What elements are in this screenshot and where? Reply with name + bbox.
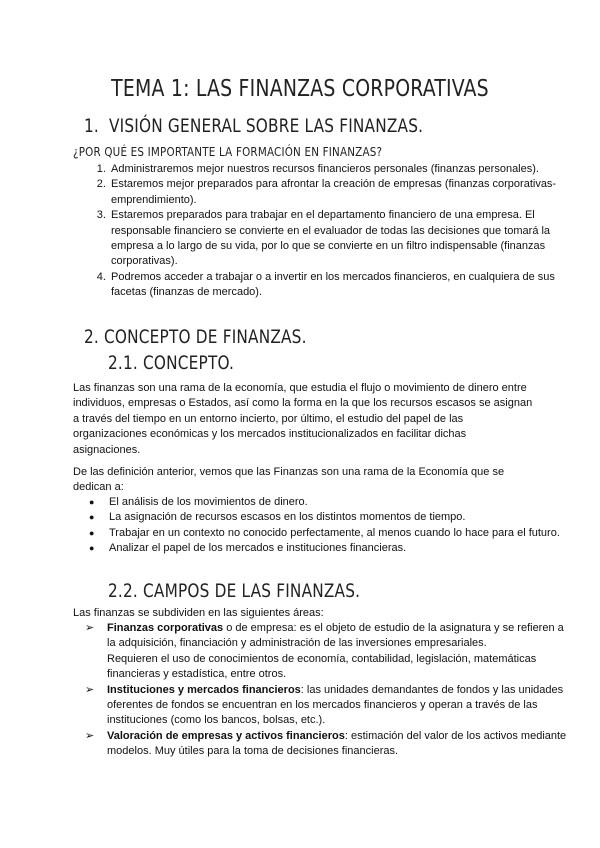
areas-intro: Las finanzas se subdividen en las siguientes áreas: (73, 607, 324, 619)
area-name: Valoración de empresas y activos financieros (107, 729, 345, 742)
list-item: 1. Administraremos mejor nuestros recursos financieros personales (finanzas personales). (109, 162, 569, 177)
arrow-bullet-icon: ➢ (85, 683, 95, 696)
area-name: Instituciones y mercados financieros (107, 683, 301, 696)
list-item (85, 729, 567, 760)
list-item: 3. Estaremos preparados para trabajar en el departamento financiero de una empresa. El responsable financiero se convierte en el evaluador de todas las decisiones que tomará la empresa a lo largo de su vida, por lo que se convierte en un filtro indispensable (finanzas corporativas). (109, 208, 569, 270)
list-item: ● Analizar el papel de los mercados e instituciones financieras. (109, 541, 569, 556)
list-item: ● La asignación de recursos escasos en los distintos momentos de tiempo. (109, 510, 569, 525)
arrow-bullet-icon: ➢ (85, 729, 95, 742)
area-description: : estimación del valor de los activos mediante modelos. Muy útiles para la toma de decisiones financieras. (107, 729, 567, 758)
area-name: Finanzas corporativas (107, 622, 224, 634)
section-1-heading (84, 115, 423, 137)
question-heading: ¿POR QUÉ ES IMPORTANTE LA FORMACIÓN EN FINANZAS? (73, 144, 383, 160)
list-item: ● El análisis de los movimientos de dinero. (109, 495, 569, 510)
list-item: ● Trabajar en un contexto no conocido perfectamente, al menos cuando lo hace para el futuro. (109, 526, 569, 541)
list-item: 4. Podremos acceder a trabajar o a invertir en los mercados financieros, en cualquiera de sus facetas (finanzas de mercado). (109, 270, 569, 301)
list-item: 2. Estaremos mejor preparados para afrontar la creación de empresas (finanzas corporativas-emprendimiento). (109, 177, 569, 208)
section-1-title: VISIÓN GENERAL SOBRE LAS FINANZAS. (109, 115, 424, 138)
subsection-2-1-heading: 2.1. CONCEPTO. (108, 352, 235, 375)
area-extra-description: Requieren el uso de conocimientos de economía, contabilidad, legislación, matemáticas financieras y estadística, entre otros. (107, 652, 537, 681)
page-title: TEMA 1: LAS FINANZAS CORPORATIVAS (111, 74, 489, 102)
dedication-paragraph: De las definición anterior, vemos que las Finanzas son una rama de la Economía que se dedican a: (73, 466, 505, 494)
arrow-bullet-icon: ➢ (85, 622, 95, 634)
finance-areas-list (73, 621, 567, 760)
definition-paragraph: Las finanzas son una rama de la economía, que estudia el flujo o movimiento de dinero entre individuos, empresas o Estados, así como la forma en la que los recursos escasos se asignan a través del tiempo en un entorno incierto, por último, el estudio del papel de las organizaciones económicas y los mercados institucionalizados en facilitar dichas asignaciones. (73, 382, 533, 456)
section-1-number: 1. (84, 115, 99, 138)
list-item (85, 621, 567, 683)
list-item (85, 683, 567, 729)
subsection-2-2-heading: 2.2. CAMPOS DE LAS FINANZAS. (108, 580, 361, 603)
area-description: o de empresa: es el objeto de estudio de la asignatura y se refieren a la adquisición, financiación y administración de las inversiones empresariales. (107, 622, 564, 650)
area-description: : las unidades demandantes de fondos y las unidades oferentes de fondos se encuentran en los mercados financieros y operan a través de las instituciones (como los bancos, bolsas, etc.). (107, 683, 564, 727)
finance-topics-list (73, 495, 569, 557)
section-2-heading: 2. CONCEPTO DE FINANZAS. (84, 326, 307, 349)
reasons-list (73, 162, 569, 301)
